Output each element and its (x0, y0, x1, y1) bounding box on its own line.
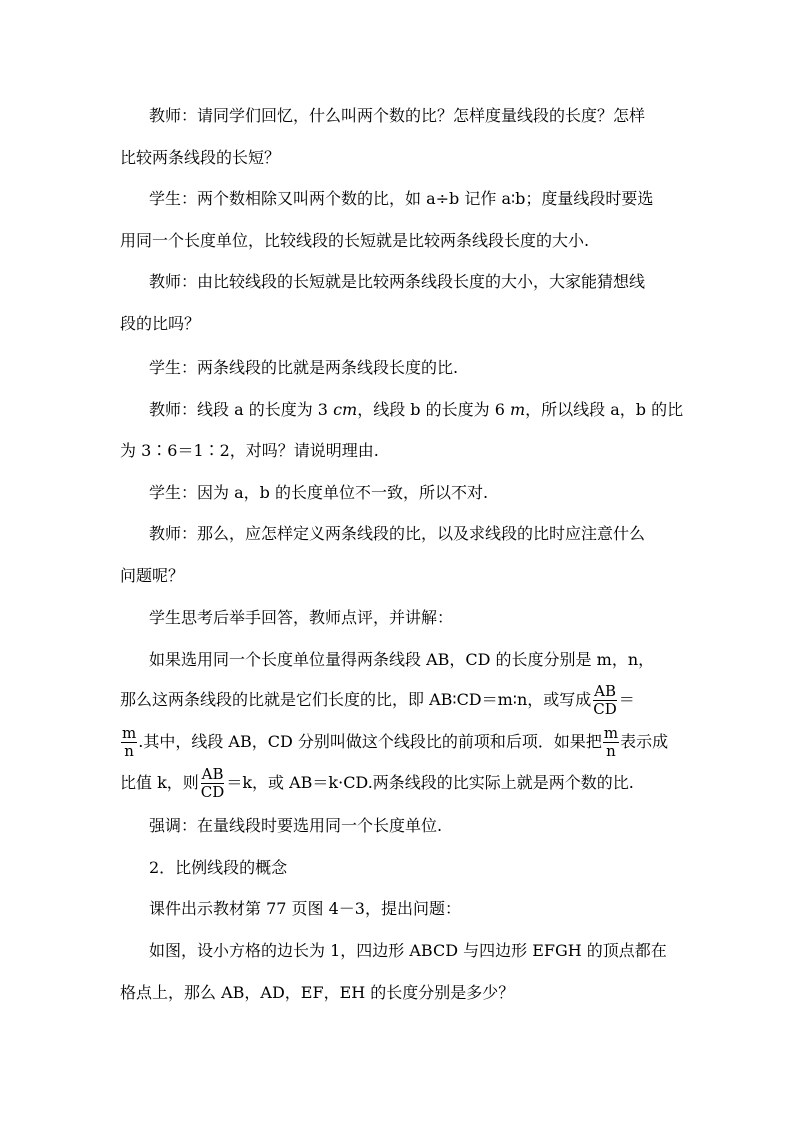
text-segment: 表示成 (620, 732, 669, 751)
text-segment: .其中，线段 AB，CD 分别叫做这个线段比的前项和后项．如果把 (138, 732, 602, 751)
text-segment: 教师：线段 a 的长度为 3 (149, 400, 334, 419)
fraction-numerator: m (603, 723, 619, 742)
paragraph-instruction: 学生思考后举手回答，教师点评，并讲解： (149, 608, 454, 627)
fraction-numerator: AB (594, 681, 616, 700)
fraction-numerator: AB (201, 764, 224, 783)
paragraph-student-2: 学生：两条线段的比就是两条线段长度的比. (149, 358, 459, 377)
paragraph-teacher-1: 教师：请同学们回忆，什么叫两个数的比？怎样度量线段的长度？怎样 (149, 106, 646, 125)
unit-cm: cm (333, 400, 358, 419)
paragraph-teacher-4: 教师：那么，应怎样定义两条线段的比，以及求线段的比时应注意什么 (149, 524, 646, 543)
fraction-m-n (603, 725, 619, 760)
paragraph-question: 如图，设小方格的边长为 1，四边形 ABCD 与四边形 EFGH 的顶点都在 (149, 941, 667, 960)
text-segment: ＝ (618, 690, 635, 709)
fraction-ab-cd (200, 766, 226, 801)
paragraph-definition: 如果选用同一个长度单位量得两条线段 AB，CD 的长度分别是 m，n， (149, 650, 655, 669)
paragraph-question-cont: 格点上，那么 AB，AD，EF，EH 的长度分别是多少？ (120, 983, 515, 1002)
unit-m: m (510, 400, 526, 419)
section-heading: 2．比例线段的概念 (149, 858, 288, 877)
fraction-denominator: n (606, 741, 616, 760)
text-segment: 比值 k，则 (120, 773, 199, 792)
fraction-denominator: CD (200, 782, 225, 801)
paragraph-student-1-cont: 用同一个长度单位，比较线段的长短就是比较两条线段长度的大小. (120, 231, 590, 250)
paragraph-student-1: 学生：两个数相除又叫两个数的比，如 a÷b 记作 a∶b；度量线段时要选 (149, 189, 654, 208)
paragraph-definition-line2 (120, 680, 635, 720)
paragraph-definition-line3 (120, 722, 668, 762)
paragraph-emphasis: 强调：在量线段时要选用同一个长度单位. (149, 816, 443, 835)
fraction-denominator: n (124, 741, 134, 760)
text-segment: 那么这两条线段的比就是它们长度的比，即 AB∶CD＝m∶n，或写成 (120, 690, 592, 709)
paragraph-definition-line4 (120, 763, 634, 803)
paragraph-teacher-3 (149, 400, 683, 420)
paragraph-teacher-1-cont: 比较两条线段的长短？ (120, 148, 281, 167)
paragraph-courseware: 课件出示教材第 77 页图 4－3，提出问题： (149, 899, 461, 918)
fraction-denominator: CD (593, 699, 617, 718)
paragraph-teacher-4-cont: 问题呢？ (120, 566, 185, 585)
paragraph-teacher-2: 教师：由比较线段的长短就是比较两条线段长度的大小，大家能猜想线 (149, 272, 646, 291)
text-segment: ，所以线段 a，b 的比 (525, 400, 684, 419)
paragraph-student-3: 学生：因为 a，b 的长度单位不一致，所以不对. (149, 483, 489, 502)
text-segment: ，线段 b 的长度为 6 (357, 400, 510, 419)
fraction-numerator: m (122, 723, 137, 742)
paragraph-teacher-2-cont: 段的比吗？ (120, 314, 201, 333)
fraction-m-n (121, 725, 137, 760)
fraction-ab-cd (592, 683, 618, 718)
paragraph-teacher-3-cont: 为 3∶6＝1∶2，对吗？请说明理由. (120, 441, 379, 460)
text-segment: ＝k，或 AB＝k·CD.两条线段的比实际上就是两个数的比. (226, 773, 634, 792)
